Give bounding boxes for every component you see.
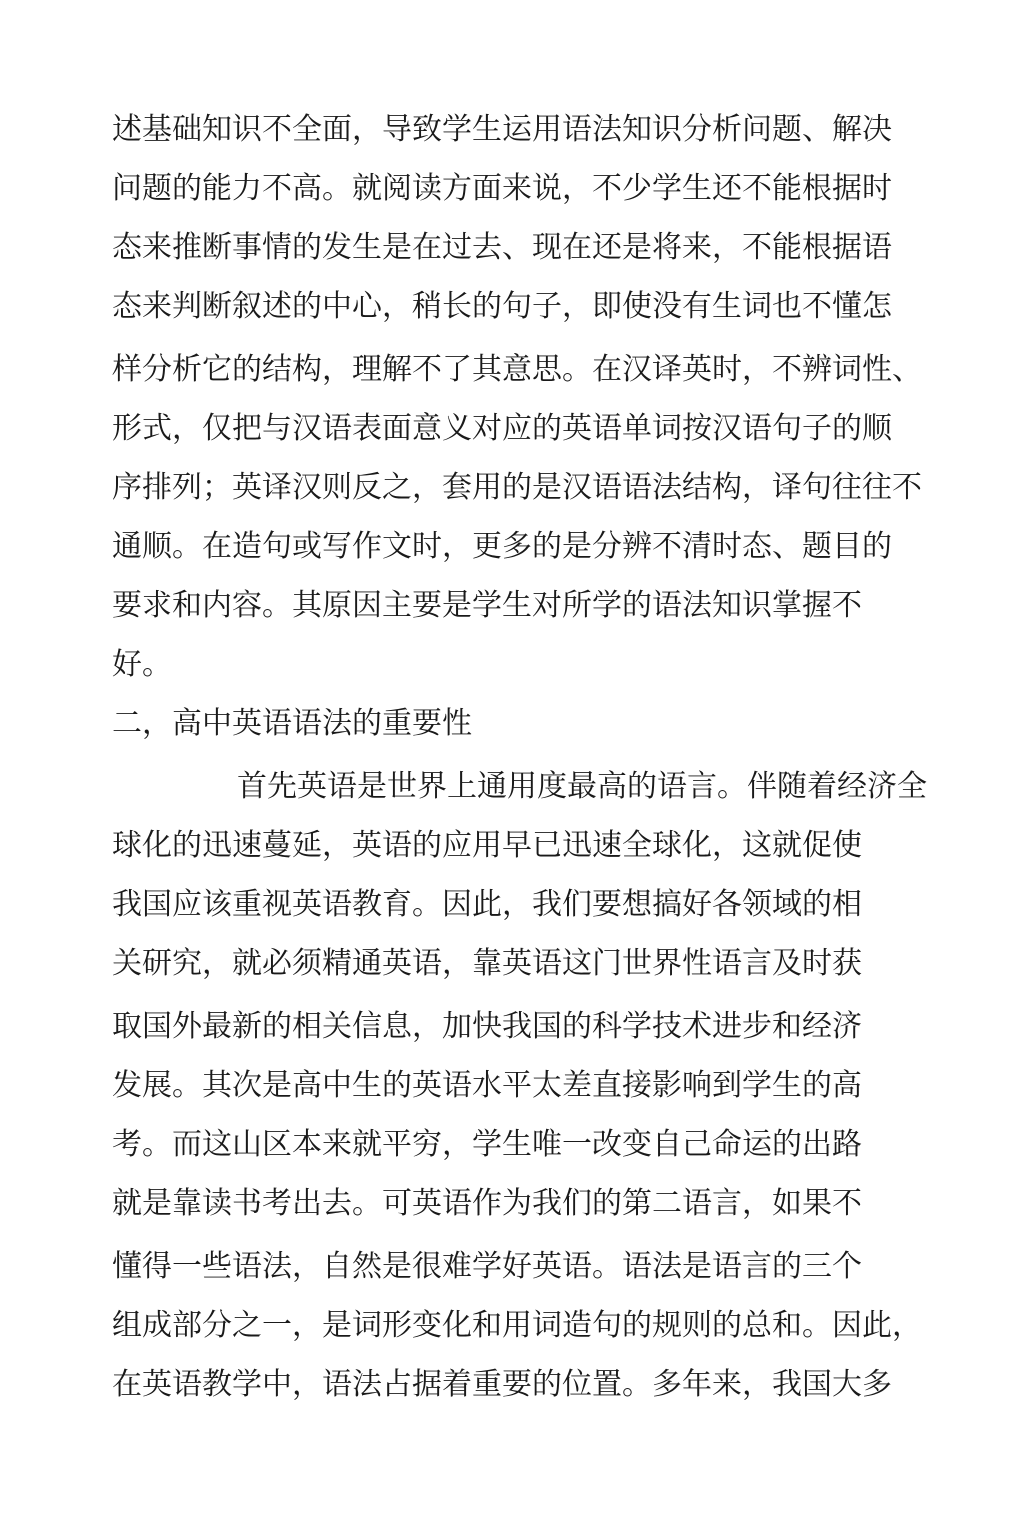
text-line: 我国应该重视英语教育。因此，我们要想搞好各领域的相 bbox=[112, 887, 862, 922]
text-line: 形式，仅把与汉语表面意义对应的英语单词按汉语句子的顺 bbox=[112, 411, 892, 446]
text-line: 球化的迅速蔓延，英语的应用早已迅速全球化，这就促使 bbox=[112, 828, 862, 863]
text-line: 取国外最新的相关信息，加快我国的科学技术进步和经济 bbox=[112, 1009, 862, 1044]
text-line: 问题的能力不高。就阅读方面来说，不少学生还不能根据时 bbox=[112, 171, 892, 206]
text-line: 关研究，就必须精通英语，靠英语这门世界性语言及时获 bbox=[112, 946, 862, 981]
text-line: 组成部分之一，是词形变化和用词造句的规则的总和。因此， bbox=[112, 1308, 922, 1343]
text-line: 述基础知识不全面，导致学生运用语法知识分析问题、解决 bbox=[112, 112, 892, 147]
text-line: 序排列；英译汉则反之，套用的是汉语语法结构，译句往往不 bbox=[112, 470, 922, 505]
paragraph-first-line: 首先英语是世界上通用度最高的语言。伴随着经济全 bbox=[237, 769, 927, 804]
text-line: 态来判断叙述的中心，稍长的句子，即使没有生词也不懂怎 bbox=[112, 289, 892, 324]
text-line: 发展。其次是高中生的英语水平太差直接影响到学生的高 bbox=[112, 1068, 862, 1103]
section-heading: 二，高中英语语法的重要性 bbox=[112, 706, 472, 741]
text-line: 懂得一些语法，自然是很难学好英语。语法是语言的三个 bbox=[112, 1249, 862, 1284]
text-line: 在英语教学中，语法占据着重要的位置。多年来，我国大多 bbox=[112, 1367, 892, 1402]
text-line: 就是靠读书考出去。可英语作为我们的第二语言，如果不 bbox=[112, 1186, 862, 1221]
text-line: 考。而这山区本来就平穷，学生唯一改变自己命运的出路 bbox=[112, 1127, 862, 1162]
text-line: 态来推断事情的发生是在过去、现在还是将来，不能根据语 bbox=[112, 230, 892, 265]
text-line: 样分析它的结构，理解不了其意思。在汉译英时，不辨词性、 bbox=[112, 352, 922, 387]
text-line: 好。 bbox=[112, 647, 172, 682]
text-line: 通顺。在造句或写作文时，更多的是分辨不清时态、题目的 bbox=[112, 529, 892, 564]
text-line: 要求和内容。其原因主要是学生对所学的语法知识掌握不 bbox=[112, 588, 862, 623]
